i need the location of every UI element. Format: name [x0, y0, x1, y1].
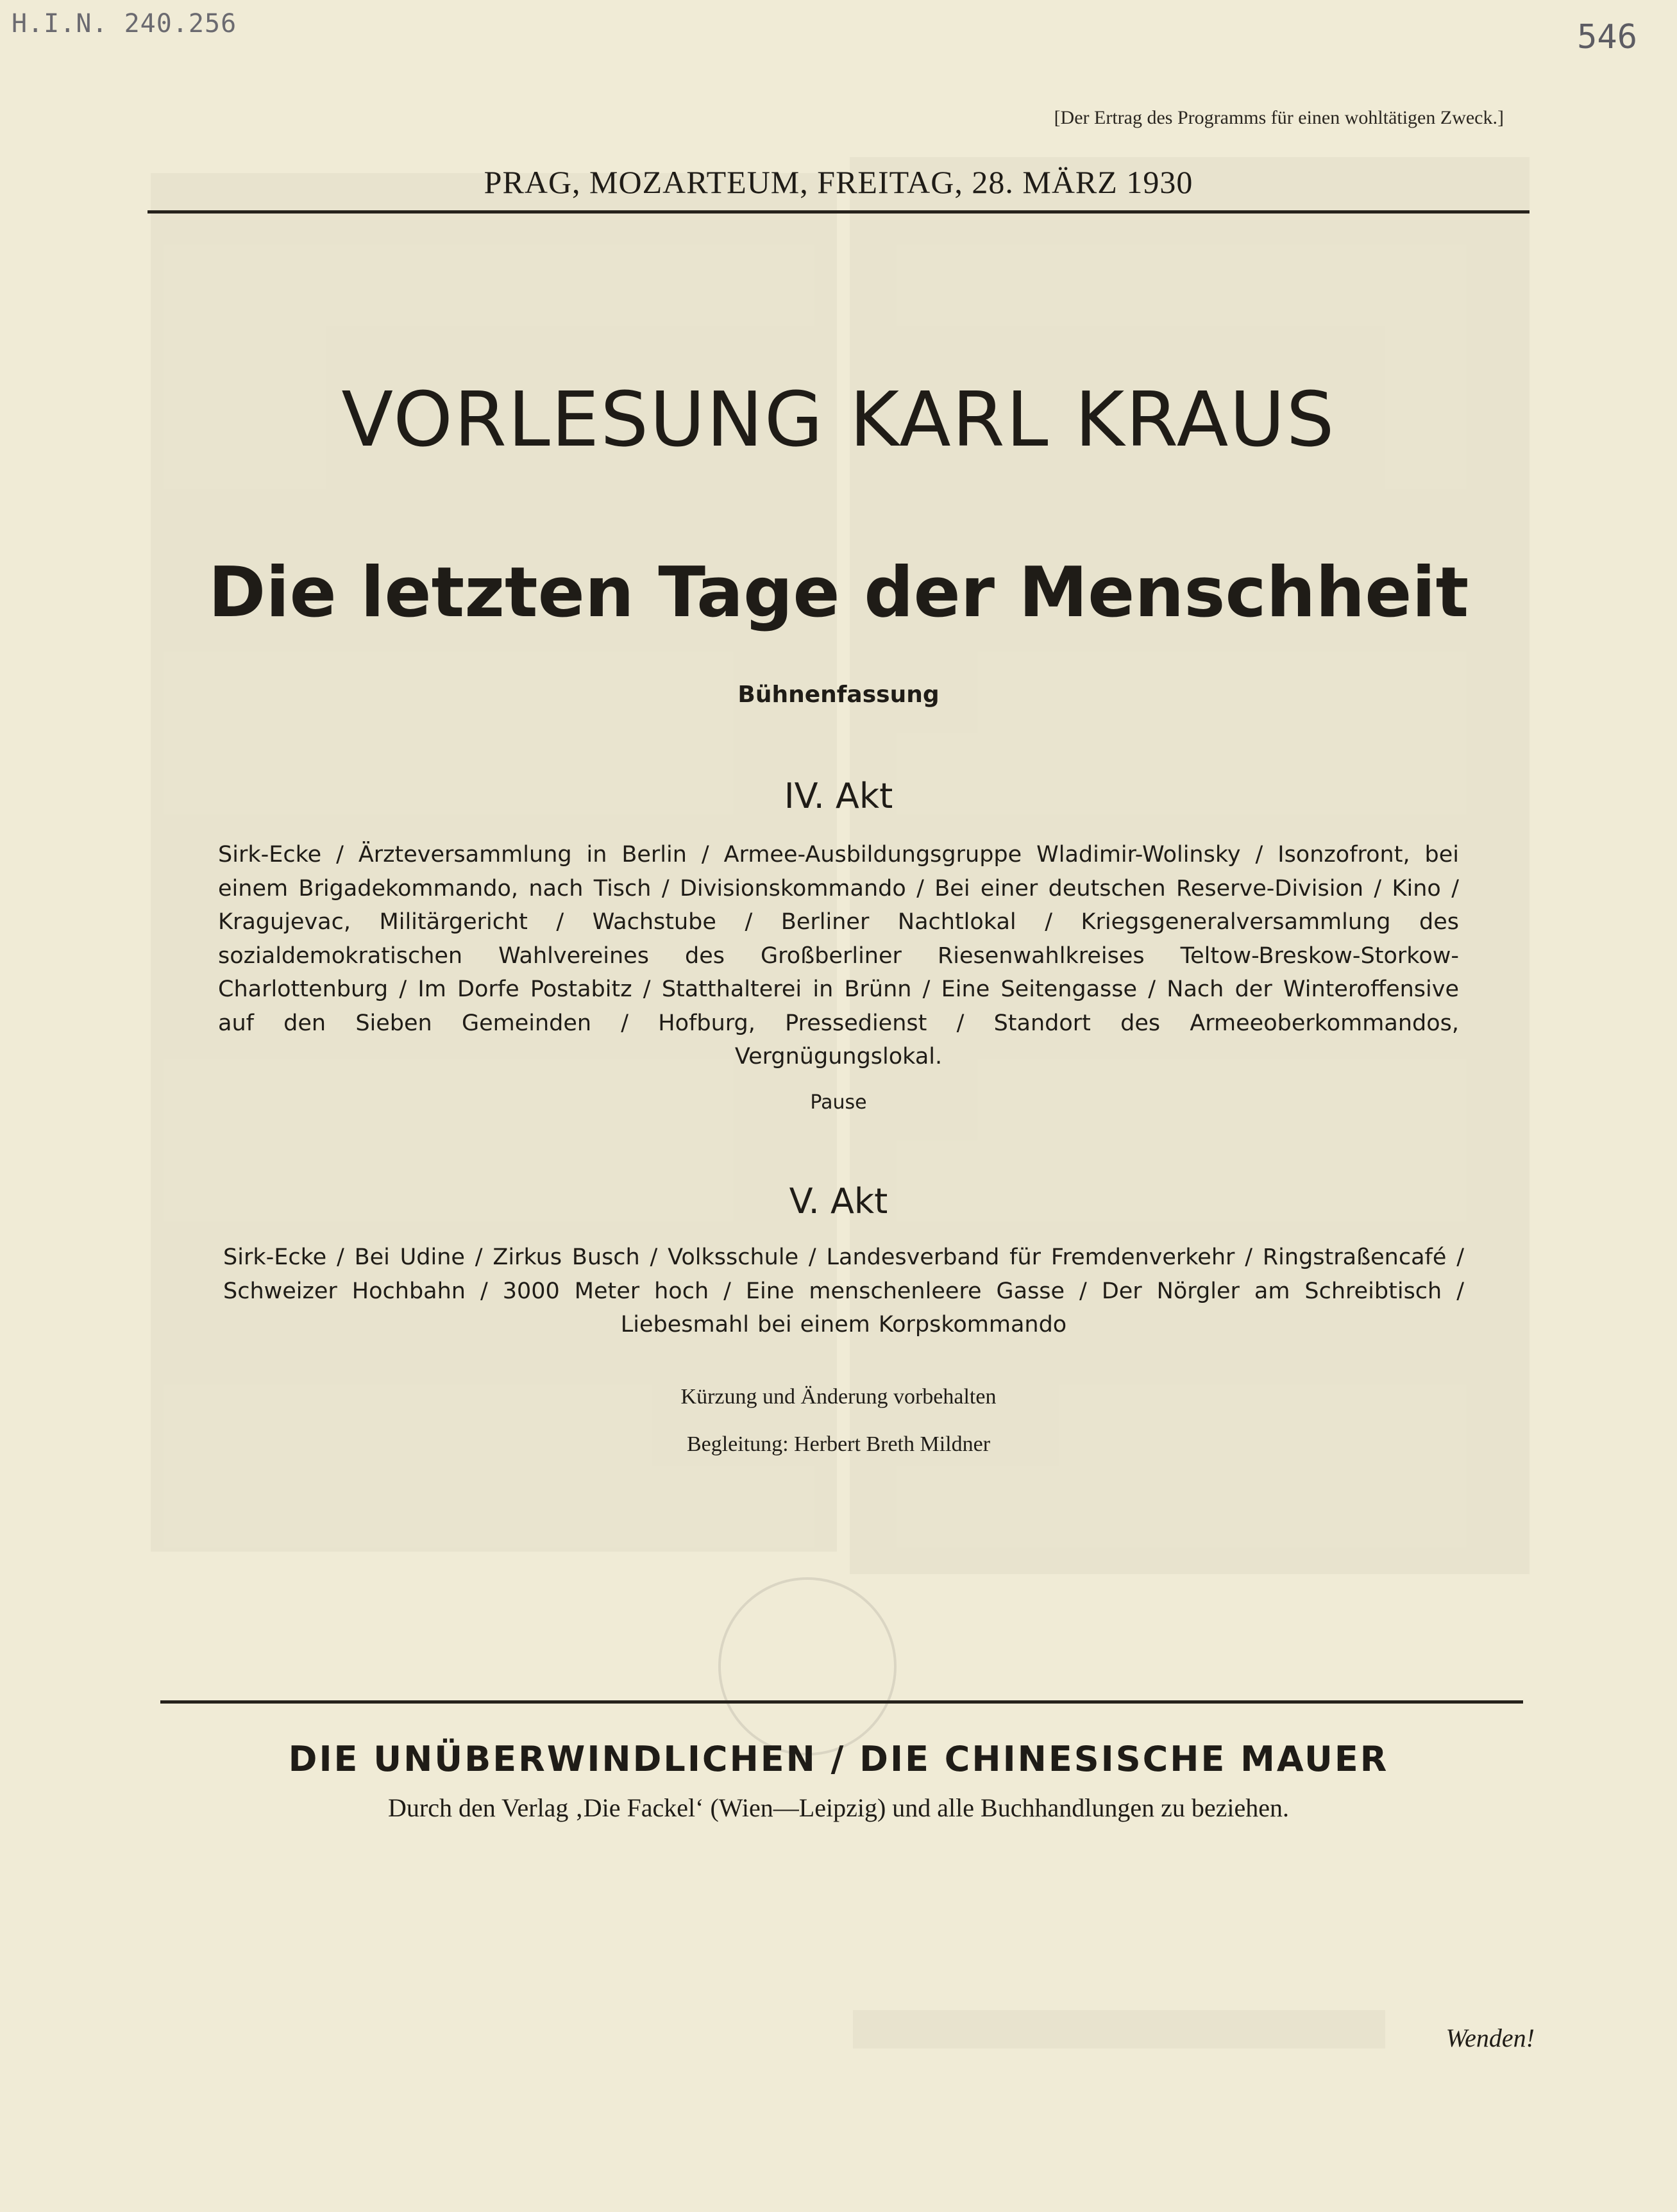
header-rule	[147, 210, 1530, 214]
work-title: Die letzten Tage der Menschheit	[208, 553, 1469, 633]
act-v-heading: V. Akt	[789, 1181, 888, 1221]
venue-line: PRAG, MOZARTEUM, FREITAG, 28. MÄRZ 1930	[484, 164, 1193, 200]
faint-library-stamp	[718, 1577, 897, 1755]
work-subtitle: Bühnenfassung	[737, 682, 940, 708]
act-v-scene-list: Sirk-Ecke / Bei Udine / Zirkus Busch / Volksschule / Landesverband für Fremdenverkehr / Ringstraßencafé / Schweizer Hochbahn / 3000 Meter hoch / Eine menschenleere Gasse / Der Nörgler am Schreibtisch / Liebesmahl bei einem Korpskommando	[223, 1244, 1464, 1337]
event-title: VORLESUNG KARL KRAUS	[341, 375, 1336, 464]
turn-page-note: Wenden!	[1445, 2023, 1535, 2052]
charity-note: [Der Ertrag des Programms für einen wohltätigen Zweck.]	[1054, 107, 1504, 128]
reservation-note: Kürzung und Änderung vorbehalten	[680, 1385, 997, 1409]
accompaniment-credit: Begleitung: Herbert Breth Mildner	[686, 1432, 991, 1456]
act-iv-scene-list: Sirk-Ecke / Ärzteversammlung in Berlin / Armee-Ausbildungsgruppe Wladimir-Wolinsky / Isonzofront, bei einem Brigadekommando, nach Tisch / Divisionskommando / Bei einer deutschen Reserve-Division / Kino / Kragujevac, Militärgericht / Wachstube / Berliner Nachtlokal / Kriegsgeneralversammlung des sozialdemokratischen Wahlvereines des Großberliner Riesenwahlkreises Teltow-Breskow-Storkow-Charlottenburg / Im Dorfe Postabitz / Statthalterei in Brünn / Eine Seitengasse / Nach der Winteroffensive auf den Sieben Gemeinden / Hofburg, Pressedienst / Standort des Armeeoberkommandos, Vergnügungslokal.	[218, 842, 1459, 1069]
bleed-through-imprint	[853, 2010, 1385, 2049]
act-iv-heading: IV. Akt	[784, 776, 893, 816]
footer-rule	[160, 1700, 1523, 1704]
page-number: 546	[1577, 18, 1637, 56]
advertised-titles: DIE UNÜBERWINDLICHEN / DIE CHINESISCHE MAUER	[288, 1739, 1389, 1779]
pause-label: Pause	[810, 1091, 867, 1114]
advertisement-text: Durch den Verlag ‚Die Fackel‘ (Wien—Leipzig) und alle Buchhandlungen zu beziehen.	[388, 1793, 1289, 1822]
archive-mark: H.I.N. 240.256	[12, 9, 237, 38]
